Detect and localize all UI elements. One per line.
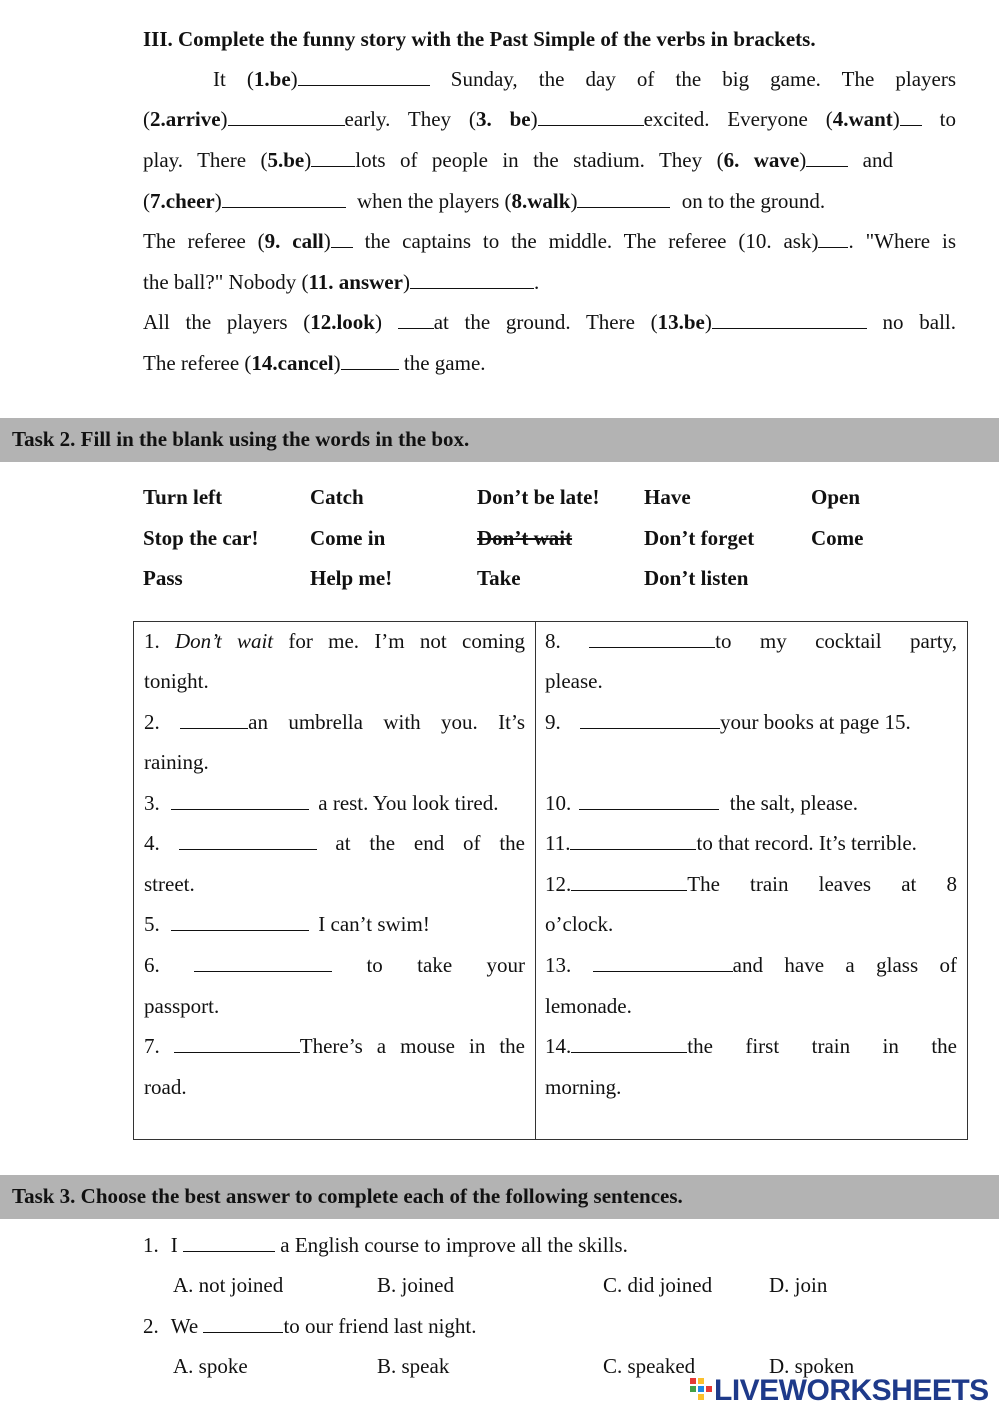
blank-q2[interactable] [203,1315,283,1333]
word-pass: Pass [143,566,183,590]
item-6: 6. to take your [144,953,525,977]
item-8: 8. to my cocktail party, [545,629,958,653]
story-line-6: the ball?" Nobody (11. answer) . [143,270,540,294]
option-1c[interactable]: C. did joined [603,1273,713,1297]
blank-t2-12[interactable] [571,873,687,891]
item-2: 2. an umbrella with you. It’s [144,710,525,734]
story-line-4: (7.cheer) when the players (8.walk) on to the ground. [143,189,826,213]
story-line-8: The referee (14.cancel) the game. [143,351,486,375]
word-catch: Catch [310,485,364,509]
item-4: 4. at the end of the [144,831,525,855]
blank-9[interactable] [331,230,353,248]
blank-t2-8[interactable] [589,630,715,648]
item-2-cont: raining. [144,750,209,774]
word-dont-listen: Don’t listen [644,566,749,590]
blank-12[interactable] [398,311,434,329]
blank-11[interactable] [410,271,534,289]
story-line-5: The referee (9. call) the captains to the middle. The referee (10. ask) . "Where is [143,229,956,253]
item-14: 14. the first train in the [545,1034,957,1058]
item-14-cont: morning. [545,1075,622,1099]
word-turn-left: Turn left [143,485,223,509]
blank-6[interactable] [806,149,848,167]
section-3-title: III. Complete the funny story with the Past Simple of the verbs in brackets. [143,27,816,51]
blank-t2-3[interactable] [171,792,309,810]
exercise-table [133,621,968,1140]
word-open: Open [811,485,861,509]
item-13: 13. and have a glass of [545,953,958,977]
option-2a[interactable]: A. spoke [173,1354,248,1378]
blank-1[interactable] [298,68,430,86]
blank-t2-6[interactable] [194,954,332,972]
logo-text: LIVEWORKSHEETS [714,1374,989,1407]
answer-example: Don’t wait [175,629,274,653]
blank-t2-4[interactable] [179,832,317,850]
question-2: 2. We to our friend last night. [143,1314,477,1338]
item-6-cont: passport. [144,994,220,1018]
story-line-7: All the players (12.look) at the ground. There (13.be) no ball. [143,310,956,334]
item-7-cont: road. [144,1075,187,1099]
blank-t2-5[interactable] [171,913,309,931]
blank-5[interactable] [311,149,355,167]
word-dont-forget: Don’t forget [644,526,755,550]
option-2b[interactable]: B. speak [377,1354,450,1378]
logo-grid-icon [690,1378,712,1404]
story-line-1: It (1.be) Sunday, the day of the big game. The players [213,67,956,91]
option-1b[interactable]: B. joined [377,1273,454,1297]
blank-3[interactable] [538,108,644,126]
item-11: 11. to that record. It’s terrible. [545,831,917,855]
word-dont-wait-used: Don’t wait [477,526,573,550]
question-1: 1. I a English course to improve all the skills. [143,1233,628,1257]
blank-q1[interactable] [183,1234,275,1252]
task-2-header: Task 2. Fill in the blank using the words in the box. [0,418,999,462]
option-2d[interactable]: D. spoken [769,1354,855,1378]
table-divider [535,622,536,1139]
blank-13[interactable] [712,311,867,329]
item-4-cont: street. [144,872,195,896]
blank-t2-2[interactable] [180,711,248,729]
item-8-cont: please. [545,669,603,693]
word-help-me: Help me! [310,566,393,590]
option-1a[interactable]: A. not joined [173,1273,284,1297]
blank-14[interactable] [341,352,399,370]
blank-t2-13[interactable] [593,954,733,972]
item-12: 12. The train leaves at 8 [545,872,957,896]
item-12-cont: o’clock. [545,912,614,936]
task-3-header: Task 3. Choose the best answer to complete each of the following sentences. [0,1175,999,1219]
blank-7[interactable] [222,190,346,208]
blank-t2-14[interactable] [571,1035,687,1053]
liveworksheets-logo[interactable] [690,1375,988,1407]
blank-8[interactable] [577,190,670,208]
word-have: Have [644,485,691,509]
story-line-2: (2.arrive) early. They (3. be) excited. Everyone (4.want) to [143,107,956,131]
word-take: Take [477,566,521,590]
blank-t2-10[interactable] [579,792,719,810]
item-13-cont: lemonade. [545,994,632,1018]
blank-4[interactable] [900,108,922,126]
item-9: 9. your books at page 15. [545,710,911,734]
blank-t2-11[interactable] [570,832,696,850]
blank-t2-9[interactable] [580,711,720,729]
item-7: 7. There’s a mouse in the [144,1034,526,1058]
item-1: 1. Don’t wait for me. I’m not coming [144,629,525,653]
option-2c[interactable]: C. speaked [603,1354,696,1378]
story-line-3: play. There (5.be) lots of people in the stadium. They (6. wave) and [143,148,893,172]
item-1-cont: tonight. [144,669,209,693]
option-1d[interactable]: D. join [769,1273,828,1297]
word-stop-the-car: Stop the car! [143,526,259,550]
word-come: Come [811,526,864,550]
item-10: 10. the salt, please. [545,791,859,815]
item-3: 3. a rest. You look tired. [144,791,499,815]
blank-10[interactable] [818,230,848,248]
word-dont-be-late: Don’t be late! [477,485,600,509]
blank-t2-7[interactable] [174,1035,300,1053]
item-5: 5. I can’t swim! [144,912,430,936]
word-come-in: Come in [310,526,386,550]
blank-2[interactable] [228,108,345,126]
